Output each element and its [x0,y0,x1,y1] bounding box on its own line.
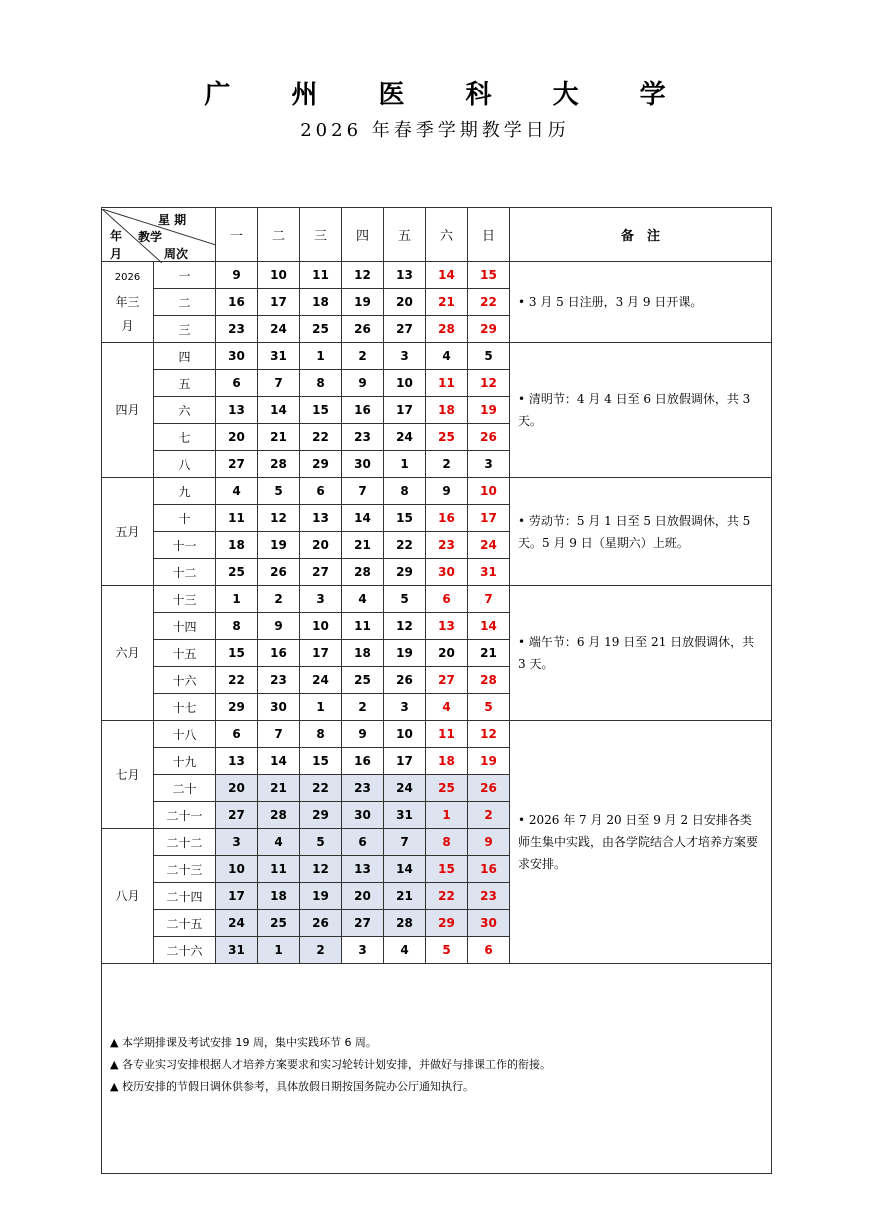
week-number: 十一 [154,532,216,559]
day-cell: 20 [300,532,342,559]
day-cell: 27 [384,316,426,343]
day-cell: 21 [342,532,384,559]
day-cell: 27 [300,559,342,586]
day-cell: 5 [300,829,342,856]
day-cell: 6 [342,829,384,856]
week-number: 三 [154,316,216,343]
day-cell: 10 [384,370,426,397]
day-cell: 25 [426,424,468,451]
day-cell: 18 [426,748,468,775]
day-cell: 24 [468,532,510,559]
week-row [102,721,772,748]
day-cell: 18 [426,397,468,424]
day-cell: 4 [384,937,426,964]
day-cell: 28 [258,802,300,829]
week-row [102,343,772,370]
day-cell: 23 [258,667,300,694]
day-cell: 8 [384,478,426,505]
month-label-line: 月 [121,319,134,333]
day-cell: 9 [468,829,510,856]
day-cell: 23 [342,424,384,451]
day-cell: 16 [342,748,384,775]
day-cell: 16 [258,640,300,667]
day-cell: 3 [468,451,510,478]
day-cell: 17 [258,289,300,316]
day-cell: 23 [216,316,258,343]
day-cell: 2 [300,937,342,964]
month-label-line: 四月 [115,403,140,417]
day-cell: 13 [426,613,468,640]
day-cell: 12 [342,262,384,289]
day-cell: 6 [300,478,342,505]
weekday-thu: 四 [342,208,384,262]
day-cell: 14 [384,856,426,883]
week-row [102,478,772,505]
day-cell: 21 [426,289,468,316]
day-cell: 8 [300,370,342,397]
note-cell: • 3 月 5 日注册，3 月 9 日开课。 [510,262,772,343]
day-cell: 16 [426,505,468,532]
day-cell: 4 [342,586,384,613]
day-cell: 6 [468,937,510,964]
day-cell: 4 [426,694,468,721]
day-cell: 4 [216,478,258,505]
day-cell: 3 [342,937,384,964]
weekday-tue: 二 [258,208,300,262]
day-cell: 7 [468,586,510,613]
note-cell: • 端午节：6 月 19 日至 21 日放假调休，共 3 天。 [510,586,772,721]
day-cell: 20 [216,775,258,802]
day-cell: 22 [468,289,510,316]
footnotes-cell [102,964,772,1174]
day-cell: 29 [216,694,258,721]
month-label-line: 七月 [115,767,140,782]
day-cell: 12 [468,370,510,397]
week-number: 二十四 [154,883,216,910]
day-cell: 11 [258,856,300,883]
month-label-line: 五月 [115,524,140,539]
day-cell: 13 [384,262,426,289]
corner-week-label: 周次 [164,246,189,261]
footnote-3: ▲ 校历安排的节假日调休供参考，具体放假日期按国务院办公厅通知执行。 [110,1080,474,1093]
university-title: 广 州 医 科 大 学 [204,80,692,110]
day-cell: 20 [426,640,468,667]
calendar-subtitle: 2026 年春季学期教学日历 [300,120,570,141]
month-label-line: 六月 [115,646,140,660]
day-cell: 3 [384,343,426,370]
day-cell: 15 [384,505,426,532]
day-cell: 30 [468,910,510,937]
day-cell: 8 [426,829,468,856]
day-cell: 3 [384,694,426,721]
day-cell: 11 [216,505,258,532]
day-cell: 18 [342,640,384,667]
week-number: 十 [154,505,216,532]
week-number: 十五 [154,640,216,667]
day-cell: 27 [342,910,384,937]
day-cell: 30 [216,343,258,370]
day-cell: 12 [384,613,426,640]
header-row [102,208,772,262]
day-cell: 13 [300,505,342,532]
day-cell: 26 [300,910,342,937]
weekday-mon: 一 [216,208,258,262]
day-cell: 16 [342,397,384,424]
day-cell: 24 [300,667,342,694]
week-number: 五 [154,370,216,397]
day-cell: 12 [258,505,300,532]
day-cell: 15 [426,856,468,883]
day-cell: 29 [300,451,342,478]
day-cell: 31 [384,802,426,829]
day-cell: 18 [216,532,258,559]
day-cell: 2 [342,694,384,721]
week-number: 二十一 [154,802,216,829]
day-cell: 7 [258,370,300,397]
day-cell: 13 [216,397,258,424]
day-cell: 14 [468,613,510,640]
day-cell: 31 [258,343,300,370]
day-cell: 19 [300,883,342,910]
month-label [102,721,154,829]
day-cell: 18 [300,289,342,316]
corner-month-label: 月 [110,246,123,261]
day-cell: 1 [384,451,426,478]
month-label [102,343,154,478]
day-cell: 25 [426,775,468,802]
day-cell: 2 [468,802,510,829]
week-row [102,586,772,613]
week-number: 二十六 [154,937,216,964]
day-cell: 21 [384,883,426,910]
day-cell: 22 [300,424,342,451]
day-cell: 14 [258,748,300,775]
day-cell: 1 [300,694,342,721]
day-cell: 6 [216,721,258,748]
day-cell: 22 [426,883,468,910]
day-cell: 22 [300,775,342,802]
day-cell: 5 [384,586,426,613]
month-label-line: 年三 [115,295,140,309]
day-cell: 28 [258,451,300,478]
day-cell: 28 [426,316,468,343]
day-cell: 5 [468,343,510,370]
day-cell: 3 [300,586,342,613]
day-cell: 29 [468,316,510,343]
day-cell: 5 [426,937,468,964]
day-cell: 18 [258,883,300,910]
day-cell: 4 [426,343,468,370]
day-cell: 17 [300,640,342,667]
day-cell: 4 [258,829,300,856]
day-cell: 26 [258,559,300,586]
day-cell: 27 [216,451,258,478]
day-cell: 25 [342,667,384,694]
day-cell: 10 [300,613,342,640]
day-cell: 29 [426,910,468,937]
day-cell: 25 [258,910,300,937]
day-cell: 28 [384,910,426,937]
day-cell: 7 [384,829,426,856]
month-label-line: 八月 [115,889,140,903]
day-cell: 19 [468,397,510,424]
day-cell: 13 [216,748,258,775]
day-cell: 10 [468,478,510,505]
day-cell: 8 [300,721,342,748]
calendar-body [102,262,772,964]
day-cell: 24 [216,910,258,937]
day-cell: 9 [216,262,258,289]
corner-teach-label: 教学 [138,229,163,244]
day-cell: 10 [258,262,300,289]
week-number: 九 [154,478,216,505]
day-cell: 9 [426,478,468,505]
day-cell: 6 [216,370,258,397]
day-cell: 15 [468,262,510,289]
day-cell: 29 [384,559,426,586]
day-cell: 27 [426,667,468,694]
week-number: 十二 [154,559,216,586]
day-cell: 7 [258,721,300,748]
day-cell: 20 [384,289,426,316]
day-cell: 29 [300,802,342,829]
month-label-line: 2026 [114,272,141,283]
footer-row [102,964,772,1174]
day-cell: 23 [468,883,510,910]
day-cell: 28 [468,667,510,694]
day-cell: 5 [468,694,510,721]
day-cell: 12 [300,856,342,883]
day-cell: 16 [216,289,258,316]
day-cell: 1 [426,802,468,829]
day-cell: 19 [258,532,300,559]
day-cell: 14 [258,397,300,424]
day-cell: 10 [384,721,426,748]
day-cell: 3 [216,829,258,856]
day-cell: 31 [468,559,510,586]
day-cell: 14 [426,262,468,289]
month-label [102,478,154,586]
day-cell: 11 [426,721,468,748]
week-number: 二 [154,289,216,316]
day-cell: 11 [426,370,468,397]
day-cell: 19 [468,748,510,775]
day-cell: 26 [342,316,384,343]
corner-weekday-label: 星 期 [158,212,187,227]
weekday-sat: 六 [426,208,468,262]
week-number: 二十五 [154,910,216,937]
week-number: 十六 [154,667,216,694]
day-cell: 1 [300,343,342,370]
day-cell: 1 [258,937,300,964]
week-number: 八 [154,451,216,478]
week-number: 二十二 [154,829,216,856]
day-cell: 17 [384,748,426,775]
day-cell: 8 [216,613,258,640]
day-cell: 20 [342,883,384,910]
day-cell: 7 [342,478,384,505]
day-cell: 22 [216,667,258,694]
day-cell: 23 [342,775,384,802]
weekday-fri: 五 [384,208,426,262]
day-cell: 25 [300,316,342,343]
month-label [102,586,154,721]
month-label [102,262,154,343]
month-label [102,829,154,964]
teaching-calendar-table [101,207,772,1174]
day-cell: 26 [384,667,426,694]
day-cell: 5 [258,478,300,505]
day-cell: 20 [216,424,258,451]
day-cell: 31 [216,937,258,964]
day-cell: 22 [384,532,426,559]
week-number: 十八 [154,721,216,748]
day-cell: 23 [426,532,468,559]
day-cell: 9 [342,370,384,397]
day-cell: 10 [216,856,258,883]
note-cell: • 清明节：4 月 4 日至 6 日放假调休，共 3 天。 [510,343,772,478]
day-cell: 21 [258,424,300,451]
day-cell: 14 [342,505,384,532]
week-number: 十九 [154,748,216,775]
day-cell: 17 [216,883,258,910]
day-cell: 30 [342,451,384,478]
day-cell: 15 [300,397,342,424]
week-number: 七 [154,424,216,451]
day-cell: 21 [258,775,300,802]
day-cell: 25 [216,559,258,586]
day-cell: 15 [216,640,258,667]
day-cell: 12 [468,721,510,748]
footnote-2: ▲ 各专业实习安排根据人才培养方案要求和实习轮转计划安排，并做好与排课工作的衔接。 [110,1058,551,1071]
week-number: 六 [154,397,216,424]
day-cell: 2 [342,343,384,370]
note-cell: • 2026 年 7 月 20 日至 9 月 2 日安排各类师生集中实践，由各学院结合人才培养方案要求安排。 [510,721,772,964]
day-cell: 28 [342,559,384,586]
day-cell: 1 [216,586,258,613]
day-cell: 19 [384,640,426,667]
weekday-sun: 日 [468,208,510,262]
note-cell: • 劳动节：5 月 1 日至 5 日放假调休，共 5 天。5 月 9 日（星期六）上班。 [510,478,772,586]
day-cell: 2 [258,586,300,613]
week-number: 一 [154,262,216,289]
week-number: 四 [154,343,216,370]
day-cell: 30 [342,802,384,829]
day-cell: 2 [426,451,468,478]
week-number: 二十三 [154,856,216,883]
day-cell: 30 [258,694,300,721]
weekday-wed: 三 [300,208,342,262]
day-cell: 9 [258,613,300,640]
week-number: 二十 [154,775,216,802]
day-cell: 24 [258,316,300,343]
day-cell: 6 [426,586,468,613]
day-cell: 30 [426,559,468,586]
day-cell: 26 [468,775,510,802]
day-cell: 13 [342,856,384,883]
week-row [102,262,772,289]
week-number: 十三 [154,586,216,613]
notes-header: 备 注 [510,208,772,262]
day-cell: 9 [342,721,384,748]
day-cell: 19 [342,289,384,316]
day-cell: 17 [468,505,510,532]
day-cell: 24 [384,424,426,451]
footnote-1: ▲ 本学期排课及考试安排 19 周，集中实践环节 6 周。 [110,1036,377,1049]
day-cell: 24 [384,775,426,802]
week-number: 十七 [154,694,216,721]
day-cell: 21 [468,640,510,667]
day-cell: 15 [300,748,342,775]
day-cell: 16 [468,856,510,883]
week-number: 十四 [154,613,216,640]
day-cell: 17 [384,397,426,424]
corner-header [102,208,216,262]
day-cell: 27 [216,802,258,829]
day-cell: 11 [300,262,342,289]
day-cell: 26 [468,424,510,451]
day-cell: 11 [342,613,384,640]
corner-year-label: 年 [110,228,123,243]
